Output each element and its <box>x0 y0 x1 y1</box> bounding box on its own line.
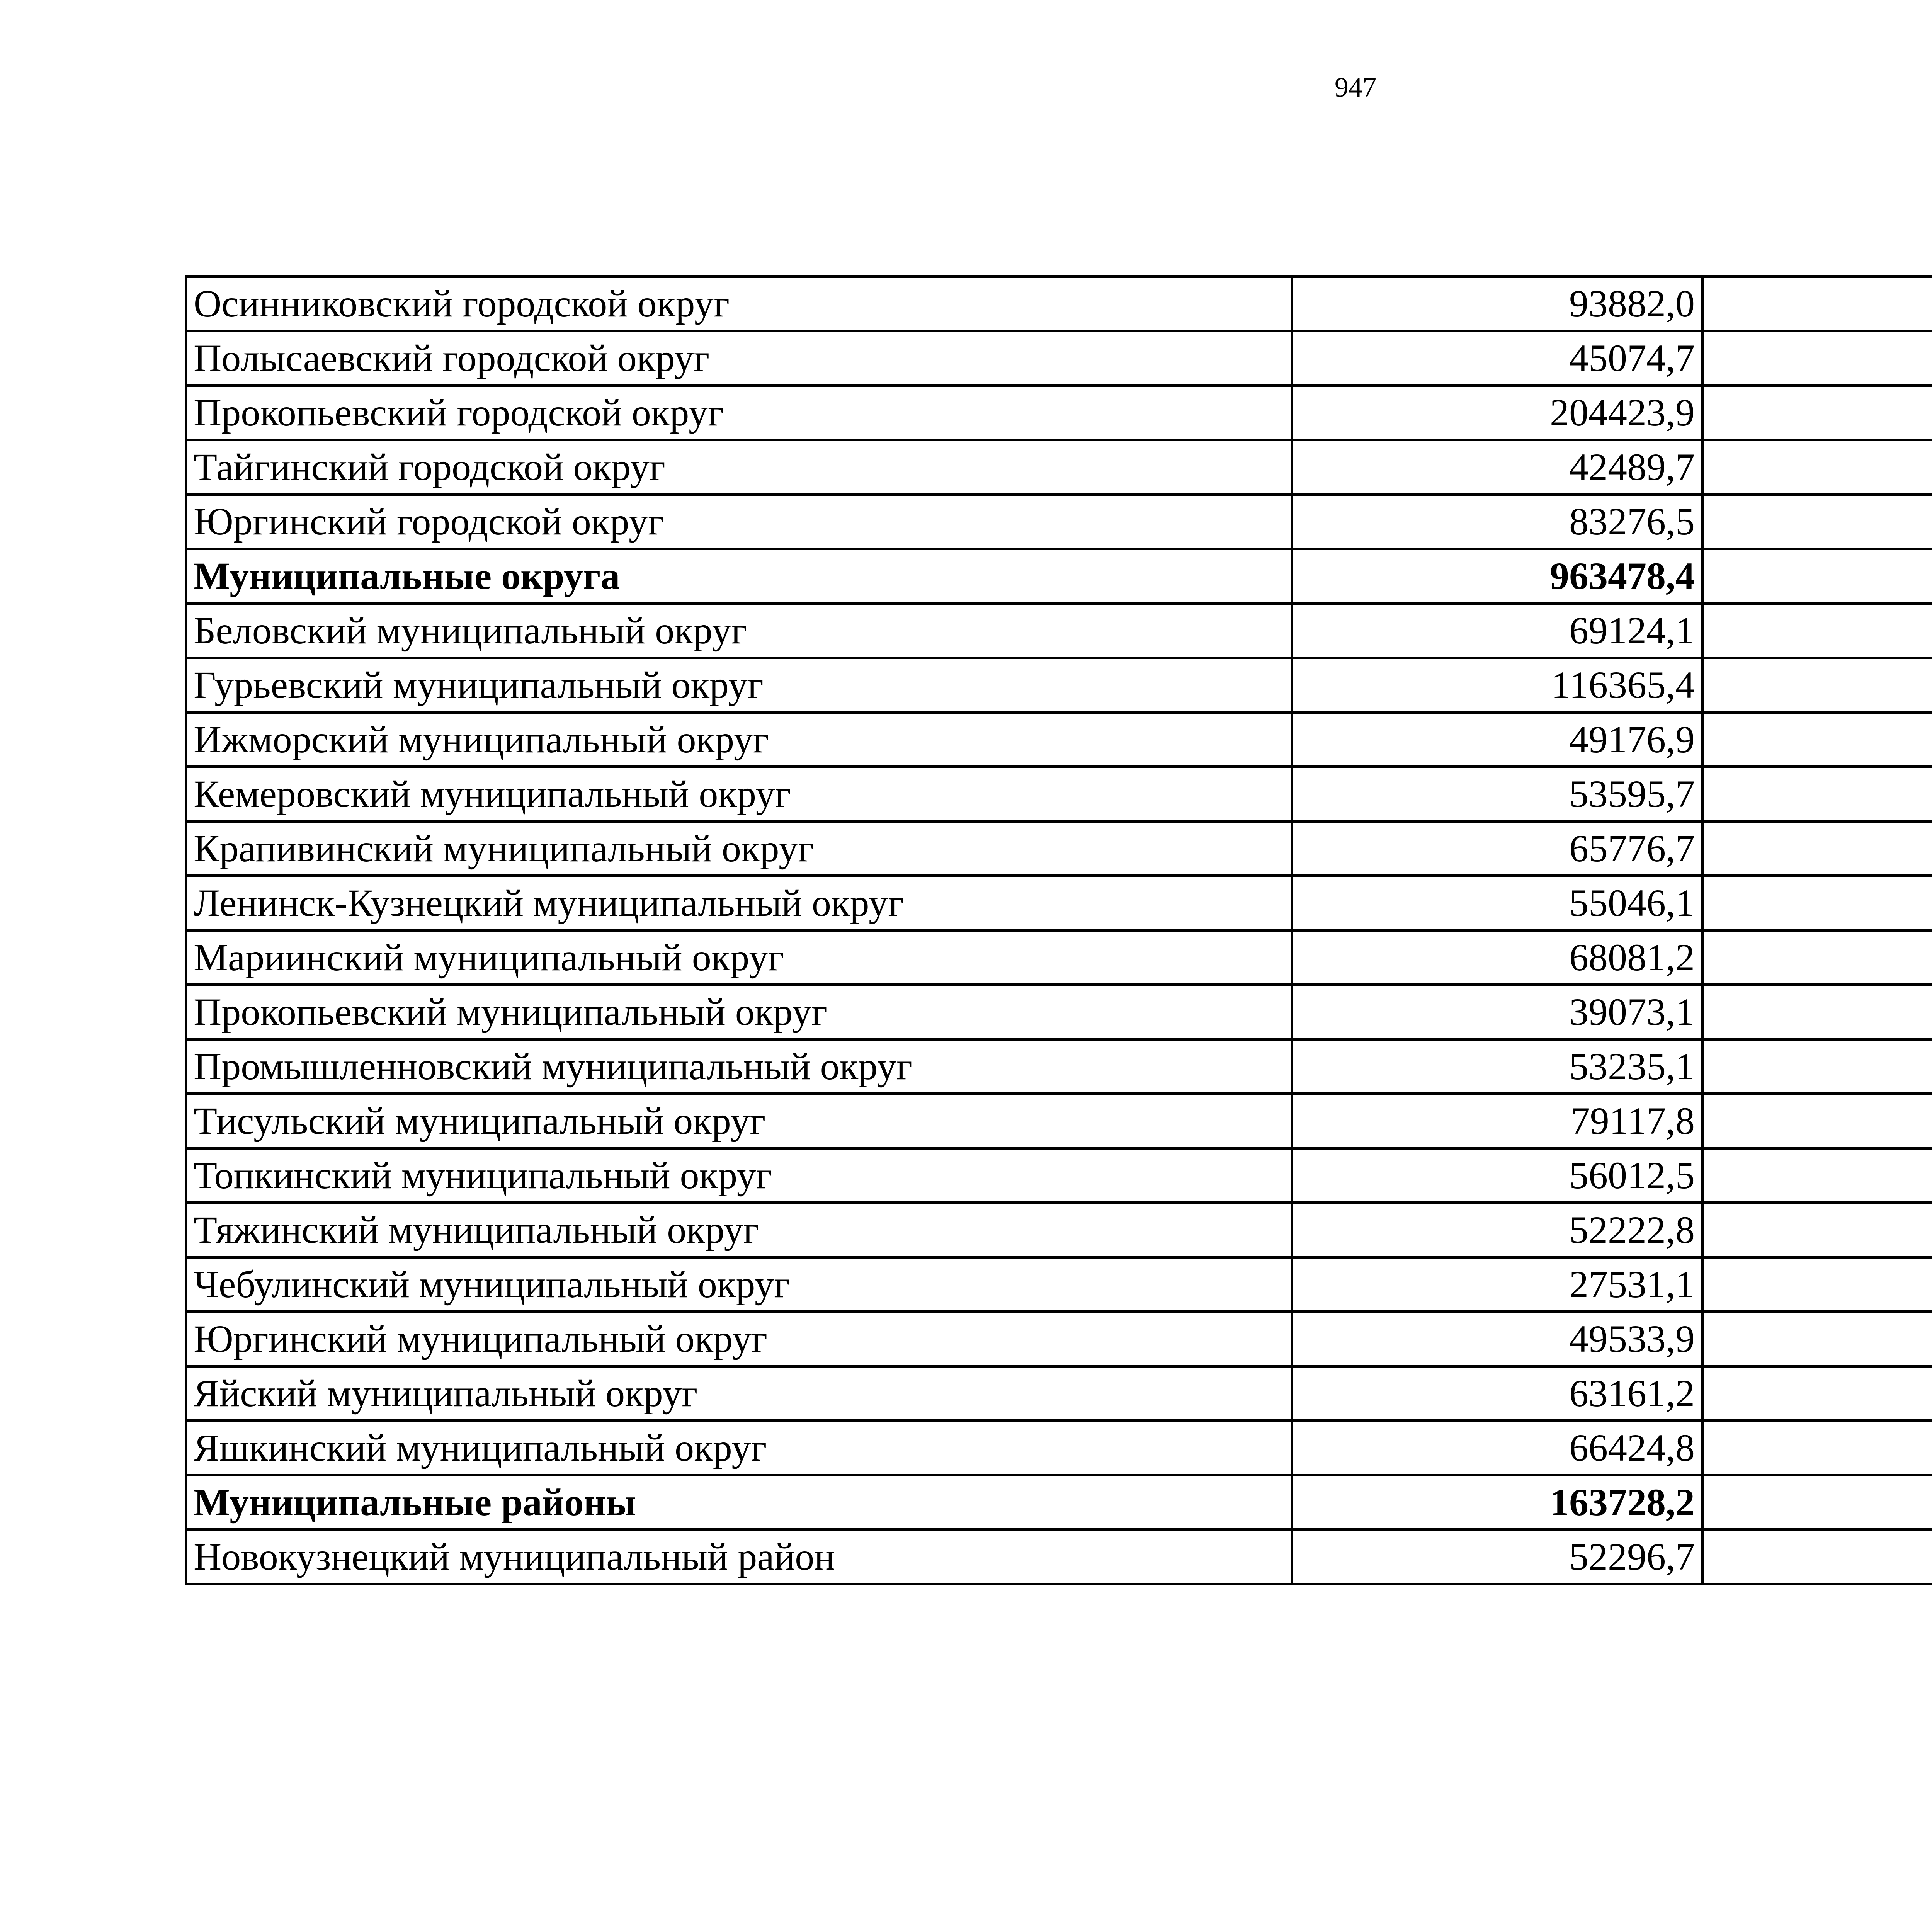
cell-value-1: 53235,1 <box>1292 1039 1702 1094</box>
cell-municipality-name: Гурьевский муниципальный округ <box>186 658 1292 713</box>
cell-value-1: 204423,9 <box>1292 386 1702 440</box>
cell-value-1: 83276,5 <box>1292 495 1702 549</box>
table-row <box>186 440 1932 495</box>
cell-value-1: 56012,5 <box>1292 1148 1702 1203</box>
cell-municipality-name: Топкинский муниципальный округ <box>186 1148 1292 1203</box>
cell-value-2 <box>1702 1421 1932 1475</box>
cell-municipality-name: Юргинский муниципальный округ <box>186 1312 1292 1366</box>
cell-municipality-name: Яйский муниципальный округ <box>186 1366 1292 1421</box>
cell-municipality-name: Чебулинский муниципальный округ <box>186 1257 1292 1312</box>
cell-value-1: 27531,1 <box>1292 1257 1702 1312</box>
cell-municipality-name: Яшкинский муниципальный округ <box>186 1421 1292 1475</box>
table-row-subtotal <box>186 1475 1932 1530</box>
cell-value-1: 116365,4 <box>1292 658 1702 713</box>
cell-municipality-name: Тайгинский городской округ <box>186 440 1292 495</box>
table-row <box>186 985 1932 1039</box>
cell-value-2 <box>1702 549 1932 604</box>
cell-value-2 <box>1702 767 1932 822</box>
table-row <box>186 1366 1932 1421</box>
cell-value-1: 52296,7 <box>1292 1530 1702 1584</box>
table-row <box>186 1312 1932 1366</box>
table-row <box>186 658 1932 713</box>
cell-value-2 <box>1702 277 1932 331</box>
cell-value-2 <box>1702 713 1932 767</box>
page-number: 947 <box>1335 72 1376 103</box>
cell-value-1: 69124,1 <box>1292 604 1702 658</box>
cell-value-2 <box>1702 1203 1932 1257</box>
cell-value-2 <box>1702 1094 1932 1148</box>
cell-municipality-name: Прокопьевский городской округ <box>186 386 1292 440</box>
cell-value-2 <box>1702 440 1932 495</box>
cell-value-1: 963478,4 <box>1292 549 1702 604</box>
table-row <box>186 713 1932 767</box>
cell-value-1: 53595,7 <box>1292 767 1702 822</box>
table-row <box>186 1257 1932 1312</box>
cell-value-2 <box>1702 1475 1932 1530</box>
cell-municipality-name: Тисульский муниципальный округ <box>186 1094 1292 1148</box>
cell-value-2 <box>1702 1530 1932 1584</box>
cell-municipality-name: Юргинский городской округ <box>186 495 1292 549</box>
table-row <box>186 1203 1932 1257</box>
table-row <box>186 1039 1932 1094</box>
cell-value-2 <box>1702 985 1932 1039</box>
cell-value-1: 163728,2 <box>1292 1475 1702 1530</box>
cell-value-2 <box>1702 876 1932 930</box>
table-row <box>186 386 1932 440</box>
table-row <box>186 930 1932 985</box>
cell-value-1: 65776,7 <box>1292 822 1702 876</box>
cell-municipality-name: Кемеровский муниципальный округ <box>186 767 1292 822</box>
cell-value-1: 49533,9 <box>1292 1312 1702 1366</box>
table-row <box>186 767 1932 822</box>
cell-value-2 <box>1702 1257 1932 1312</box>
table-row <box>186 876 1932 930</box>
cell-municipality-name: Крапивинский муниципальный округ <box>186 822 1292 876</box>
cell-municipality-name: Новокузнецкий муниципальный район <box>186 1530 1292 1584</box>
cell-value-2 <box>1702 495 1932 549</box>
cell-municipality-name: Беловский муниципальный округ <box>186 604 1292 658</box>
cell-value-1: 93882,0 <box>1292 277 1702 331</box>
budget-table <box>185 275 1932 1585</box>
cell-value-1: 68081,2 <box>1292 930 1702 985</box>
table-row <box>186 1421 1932 1475</box>
cell-value-2 <box>1702 331 1932 386</box>
cell-value-2 <box>1702 930 1932 985</box>
cell-value-1: 45074,7 <box>1292 331 1702 386</box>
cell-municipality-name: Промышленновский муниципальный округ <box>186 1039 1292 1094</box>
table-row-subtotal <box>186 549 1932 604</box>
table-row <box>186 1094 1932 1148</box>
table-row <box>186 604 1932 658</box>
cell-municipality-name: Муниципальные районы <box>186 1475 1292 1530</box>
cell-value-2 <box>1702 658 1932 713</box>
table-row <box>186 1530 1932 1584</box>
cell-value-2 <box>1702 1312 1932 1366</box>
cell-value-1: 79117,8 <box>1292 1094 1702 1148</box>
table-row <box>186 822 1932 876</box>
cell-value-1: 52222,8 <box>1292 1203 1702 1257</box>
table-row <box>186 495 1932 549</box>
cell-value-1: 49176,9 <box>1292 713 1702 767</box>
cell-municipality-name: Мариинский муниципальный округ <box>186 930 1292 985</box>
cell-municipality-name: Ленинск-Кузнецкий муниципальный округ <box>186 876 1292 930</box>
cell-municipality-name: Муниципальные округа <box>186 549 1292 604</box>
cell-municipality-name: Полысаевский городской округ <box>186 331 1292 386</box>
cell-value-2 <box>1702 822 1932 876</box>
cell-municipality-name: Прокопьевский муниципальный округ <box>186 985 1292 1039</box>
cell-value-2 <box>1702 386 1932 440</box>
cell-value-2 <box>1702 1148 1932 1203</box>
cell-municipality-name: Ижморский муниципальный округ <box>186 713 1292 767</box>
cell-value-1: 63161,2 <box>1292 1366 1702 1421</box>
cell-value-1: 66424,8 <box>1292 1421 1702 1475</box>
cell-value-2 <box>1702 604 1932 658</box>
cell-value-1: 55046,1 <box>1292 876 1702 930</box>
cell-value-1: 39073,1 <box>1292 985 1702 1039</box>
cell-municipality-name: Осинниковский городской округ <box>186 277 1292 331</box>
cell-value-2 <box>1702 1039 1932 1094</box>
table-row <box>186 331 1932 386</box>
cell-value-2 <box>1702 1366 1932 1421</box>
cell-value-1: 42489,7 <box>1292 440 1702 495</box>
cell-municipality-name: Тяжинский муниципальный округ <box>186 1203 1292 1257</box>
table-row <box>186 1148 1932 1203</box>
table-body <box>186 277 1932 1584</box>
table-row <box>186 277 1932 331</box>
